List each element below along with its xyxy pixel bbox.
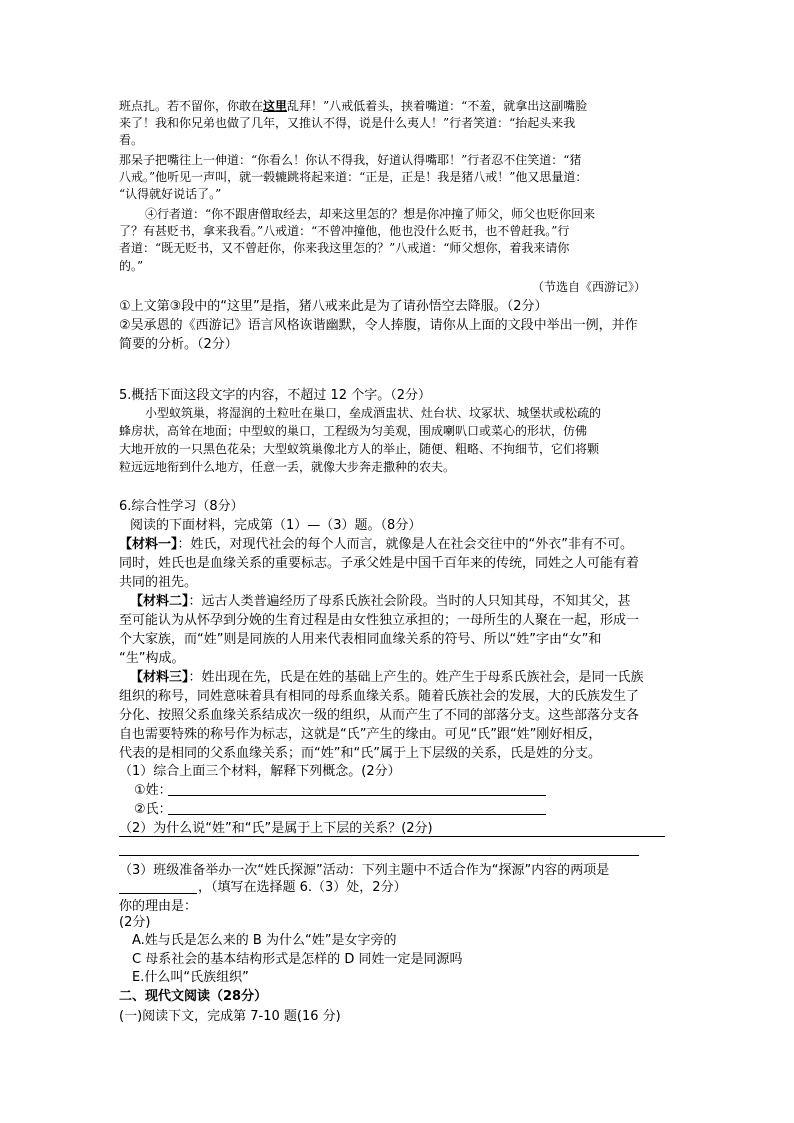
material-3-line-3: 分化、按照父系血缘关系结成次一级的组织，从而产生了不同的部落分支。这些部落分支各	[119, 708, 640, 723]
answer-blank-q3[interactable]	[119, 893, 197, 894]
answer-line-q2-a[interactable]	[119, 836, 665, 837]
material-1-label: 【材料一】	[119, 537, 178, 552]
q4-item-2a: ②吴承恩的《西游记》语言风格诙谐幽默，令人捧腹，请你从上面的文段中举出一例，并作	[119, 318, 638, 333]
material-2-line-3: 个大家族，而“姓”则是同族的人用来代表相同血缘关系的符号、所以“姓”字由“女”和	[119, 632, 602, 647]
q5-text-3: 大地开放的一只黑色花朵；大型蚁筑巢像北方人的举止，随便、粗略、不拘细节，它们将颗	[119, 442, 600, 456]
material-3-line-1: 【材料三】：姓出现在先，氏是在姓的基础上产生的。姓产生于母系氏族社会，是同一氏族	[130, 670, 644, 685]
material-3-label: 【材料三】	[130, 670, 189, 685]
material-1-line-1: 【材料一】：姓氏，对现代社会的每个人而言，就像是人在社会交往中的“外衣”非有不可。	[119, 537, 633, 552]
story-line-6: “认得就好说话了。”	[119, 187, 222, 201]
material-2-label: 【材料二】	[130, 594, 189, 609]
material-3-line-5: 代表的是相同的父系血缘关系；而“姓”和“氏”属于上下层级的关系，氏是姓的分支。	[119, 746, 601, 761]
story-line-9: 者道：“既无贬书，又不曾赶你，你来我这里怎的？”八戒道：“师父想你，着我来请你	[119, 241, 570, 255]
answer-line-q2-b[interactable]	[119, 855, 639, 856]
reason-label: 你的理由是：	[119, 899, 198, 914]
reason-score: (2分)	[119, 915, 151, 930]
q6-intro: 阅读的下面材料，完成第（1）—（3）题。（8分）	[130, 518, 422, 533]
q6-sub-3b: ，（填写在选择题 6.（3）处，2分）	[198, 880, 407, 895]
underlined-here: 这里	[263, 99, 288, 113]
material-2-line-4: “生”构成。	[119, 651, 185, 666]
q6-sub-1a-label: ①姓：	[134, 783, 172, 798]
story-line-8: 了？有甚贬书，拿来我看。”八戒道：“不曾冲撞他，他也没什么贬书，也不曾赶我。”行	[119, 224, 570, 238]
story-line-10: 的。”	[119, 259, 144, 273]
q5-text-4: 粒远远地衔到什么地方，任意一丢，就像大步奔走撒种的农夫。	[119, 460, 456, 474]
q6-title: 6.综合性学习（8分）	[119, 499, 244, 514]
q6-sub-1: （1）综合上面三个材料，解释下列概念。(2分）	[119, 764, 401, 779]
q4-item-1: ①上文第③段中的“这里”是指，猪八戒来此是为了请孙悟空去降服。（2分）	[119, 299, 548, 314]
story-line-7: ④行者道：“你不跟唐僧取经去，却来这里怎的？想是你冲撞了师父，师父也贬你回来	[145, 207, 596, 221]
material-1-line-2: 同时，姓氏也是血缘关系的重要标志。子承父姓是中国千百年来的传统，同姓之人可能有着	[119, 556, 640, 571]
q5-text-2: 蜂房状，高耸在地面；中型蚁的巢口，工程级为匀美观，围成喇叭口或菜心的形状，仿佛	[119, 424, 588, 438]
q4-item-2b: 简要的分析。（2分）	[119, 337, 238, 352]
option-e: E.什么叫“氏族组织”	[132, 970, 249, 985]
material-1-line-3: 共同的祖先。	[119, 575, 198, 590]
story-line-4: 那呆子把嘴往上一伸道：“你看么！你认不得我，好道认得嘴耶！”行者忍不住笑道：“猪	[119, 153, 582, 167]
material-3-line-2: 组织的称号，同姓意味着具有相同的母系血缘关系。随着氏族社会的发展，大的氏族发生了	[119, 689, 640, 704]
option-c-d: C 母系社会的基本结构形式是怎样的 D 同姓一定是同源吗	[132, 952, 463, 967]
story-line-5: 八戒。”他听见一声叫，就一毂辘跳将起来道：“正是，正是！我是猪八戒！”他又思量道：	[119, 170, 588, 184]
story-line-1: 班点扎。若不留你，你敢在这里乱拜！”八戒低着头，挟着嘴道：“不羞，就拿出这副嘴脸	[119, 99, 588, 113]
material-2-line-2: 至可能认为从怀孕到分娩的生育过程是由女性独立承担的；一母所生的人聚在一起，形成一	[119, 613, 640, 628]
option-a-b: A.姓与氏是怎么来的 B 为什么“姓”是女字旁的	[132, 933, 397, 948]
section-2-title: 二、现代文阅读（28分）	[119, 989, 268, 1004]
material-3-line-4: 自也需要特殊的称号作为标志，这就是“氏”产生的缘由。可见“氏”跟“姓”刚好相反，	[119, 727, 602, 742]
material-2-line-1: 【材料二】：远古人类普遍经历了母系氏族社会阶段。当时的人只知其母，不知其父，甚	[130, 594, 631, 609]
q5-title: 5.概括下面这段文字的内容，不超过 12 个字。（2分）	[119, 388, 431, 403]
answer-line-xing[interactable]	[168, 795, 546, 796]
section-2-subtitle: (一)阅读下文，完成第 7-10 题(16 分)	[119, 1009, 341, 1024]
q6-sub-2: （2）为什么说“姓”和“氏”是属于上下层的关系？(2分)	[119, 821, 433, 836]
q5-text-1: 小型蚁筑巢，将湿润的土粒吐在巢口，垒成酒盅状、灶台状、坟冢状、城堡状或松疏的	[145, 406, 602, 420]
story-line-2: 来了！我和你兄弟也做了几年，又推认不得，说是什么夷人！”行者笑道：“抬起头来我	[119, 116, 576, 130]
story-line-3: 看。	[119, 133, 144, 147]
story-source: （节选自《西游记》）	[532, 280, 647, 294]
answer-line-shi[interactable]	[168, 814, 546, 815]
q6-sub-3a: （3）班级准备举办一次“姓氏探源”活动：下列主题中不适合作为“探源”内容的两项是	[119, 863, 610, 878]
q6-sub-1b-label: ②氏：	[134, 802, 172, 817]
